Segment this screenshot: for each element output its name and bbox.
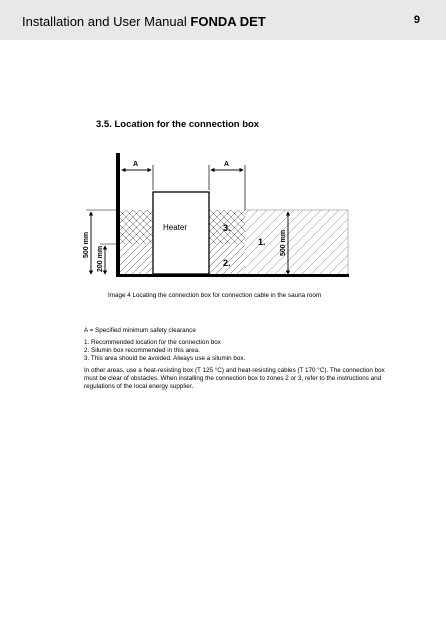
- list-item: 2. Silumin box recommended in this area.: [84, 347, 200, 355]
- heater-label: Heater: [163, 223, 188, 232]
- clearance-a-right: A: [224, 161, 230, 168]
- floor: [116, 274, 349, 277]
- note-line: regulations of the local energy supplier.: [84, 383, 194, 390]
- section-title: 3.5. Location for the connection box: [96, 119, 260, 130]
- installation-note: [84, 367, 414, 391]
- zone-3-label: 3.: [223, 223, 231, 233]
- page-number: 9: [413, 14, 420, 26]
- list-item: 3. This area should be avoided. Always use a silumin box.: [84, 355, 246, 363]
- zone-2-label: 2.: [223, 258, 231, 268]
- product-name: FONDA DET: [190, 14, 266, 29]
- zone-list: [84, 339, 245, 363]
- figure-caption: Image 4 Locating the connection box for connection cable in the sauna room: [108, 292, 322, 299]
- wall: [116, 153, 120, 277]
- note-line: In other areas, use a heat-resisting box (T 125 °C) and heat-resisting cables (T 170 °C). The connection box: [84, 367, 385, 374]
- manual-title: Installation and User Manual: [22, 14, 187, 29]
- dim-right-500: 500 mm: [280, 229, 287, 256]
- dim-left-500: 500 mm: [83, 231, 90, 258]
- zone-1-label: 1.: [258, 237, 266, 247]
- note-line: must be clear of obstacles. When installing the connection box to zones 2 or 3, refer to the instructions and: [84, 375, 382, 382]
- list-item: 1. Recommended location for the connection box: [84, 339, 221, 346]
- legend-text: A = Specified minimum safety clearance: [84, 327, 196, 334]
- dim-left-200: 200 mm: [97, 245, 104, 272]
- heater: [153, 192, 209, 274]
- clearance-a-left: A: [133, 161, 139, 168]
